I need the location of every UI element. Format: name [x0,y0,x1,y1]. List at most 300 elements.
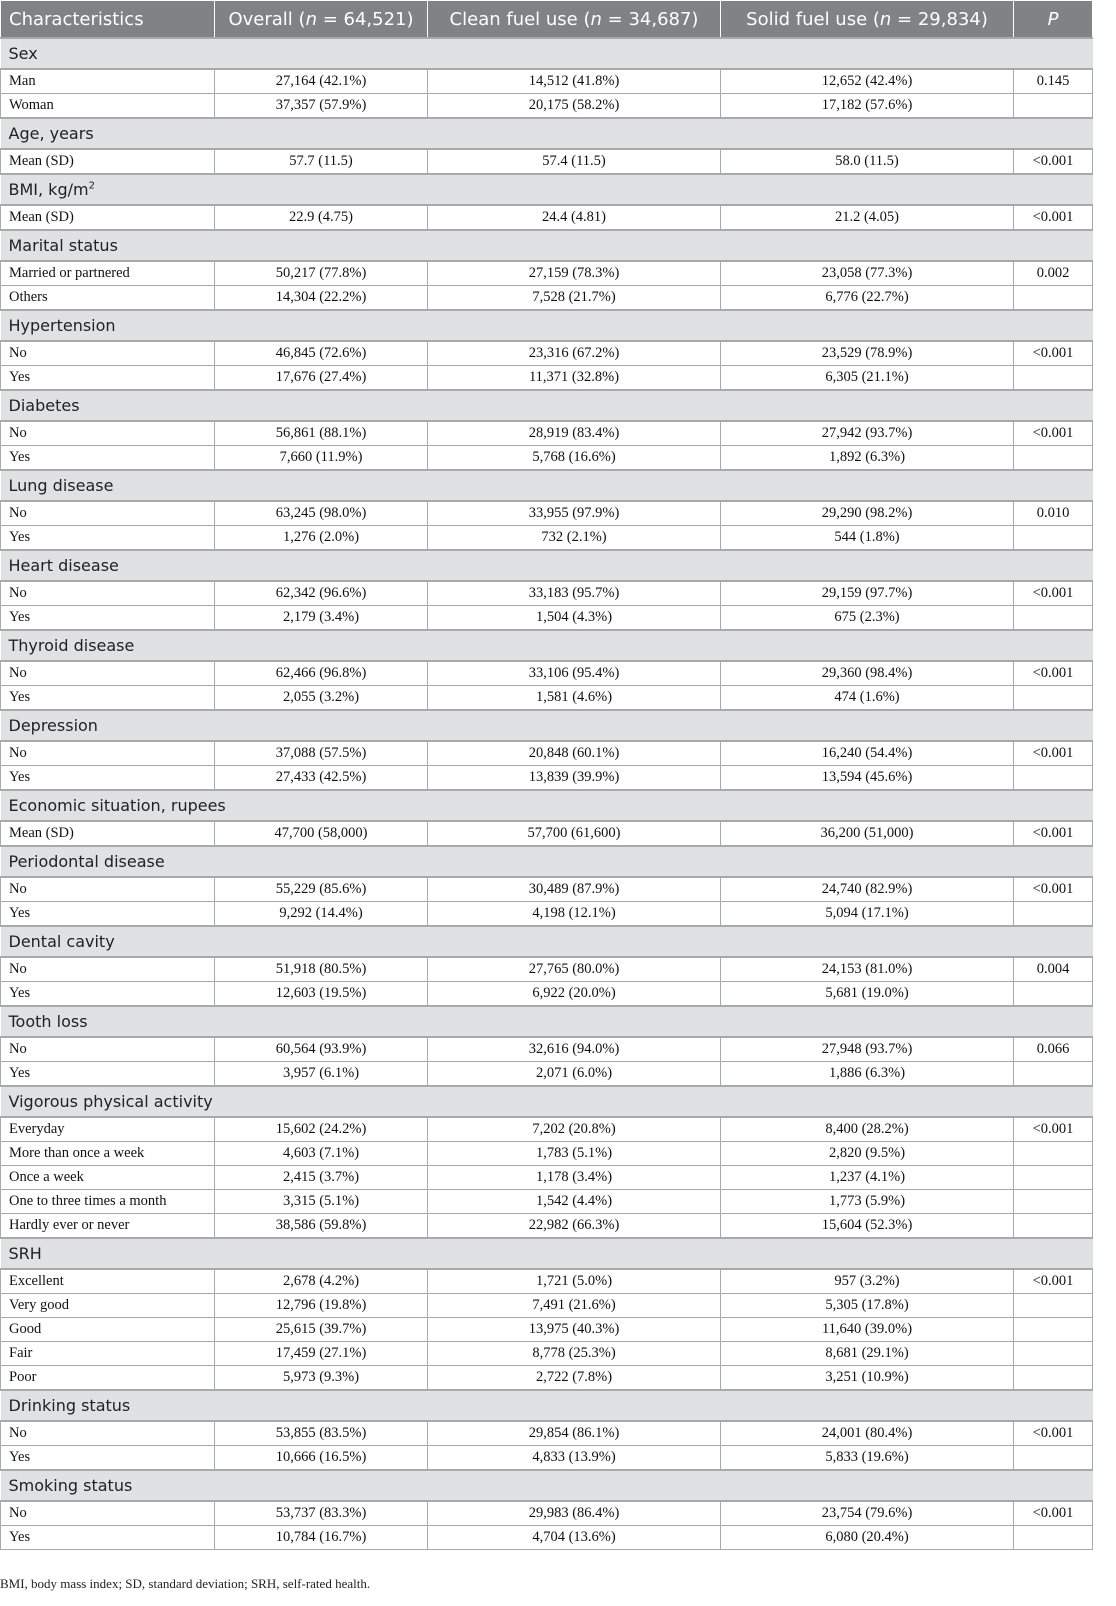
table-row [1,606,1093,631]
cell-p-value [1014,366,1093,391]
table-row [1,1366,1093,1391]
section-title [1,1470,1093,1501]
cell-overall: 57.7 (11.5) [215,149,428,174]
cell-clean-fuel: 6,922 (20.0%) [428,982,721,1007]
section-row [1,1390,1093,1421]
cell-solid-fuel: 5,681 (19.0%) [721,982,1014,1007]
row-label: Yes [1,766,215,791]
section-title-text: Diabetes [8,396,80,415]
cell-p-value: <0.001 [1014,1117,1093,1142]
cell-clean-fuel: 33,955 (97.9%) [428,501,721,526]
row-label: No [1,661,215,686]
cell-solid-fuel: 6,305 (21.1%) [721,366,1014,391]
cell-p-value [1014,286,1093,311]
section-title [1,390,1093,421]
cell-solid-fuel: 36,200 (51,000) [721,821,1014,846]
table-row [1,686,1093,711]
section-title [1,1390,1093,1421]
row-label: Once a week [1,1166,215,1190]
cell-solid-fuel: 24,153 (81.0%) [721,957,1014,982]
section-row [1,174,1093,205]
cell-p-value: <0.001 [1014,581,1093,606]
cell-overall: 17,676 (27.4%) [215,366,428,391]
table-row [1,341,1093,366]
cell-solid-fuel: 5,305 (17.8%) [721,1294,1014,1318]
cell-solid-fuel: 8,681 (29.1%) [721,1342,1014,1366]
cell-clean-fuel: 1,581 (4.6%) [428,686,721,711]
table-row [1,766,1093,791]
cell-clean-fuel: 33,183 (95.7%) [428,581,721,606]
header-solid-post: = 29,834) [891,8,988,30]
cell-solid-fuel: 23,529 (78.9%) [721,341,1014,366]
row-label: Yes [1,1446,215,1471]
cell-overall: 27,433 (42.5%) [215,766,428,791]
cell-clean-fuel: 57,700 (61,600) [428,821,721,846]
section-title [1,230,1093,261]
cell-overall: 62,466 (96.8%) [215,661,428,686]
cell-overall: 51,918 (80.5%) [215,957,428,982]
cell-clean-fuel: 7,491 (21.6%) [428,1294,721,1318]
row-label: Yes [1,902,215,927]
row-label: Yes [1,1526,215,1550]
section-title [1,1238,1093,1269]
row-label: Excellent [1,1269,215,1294]
header-clean-n: n [590,8,602,30]
cell-clean-fuel: 1,721 (5.0%) [428,1269,721,1294]
header-overall-post: = 64,521) [316,8,414,30]
section-title-text: BMI, kg/m [8,180,89,199]
table-row [1,261,1093,286]
row-label: Yes [1,366,215,391]
cell-p-value: <0.001 [1014,1501,1093,1526]
cell-overall: 47,700 (58,000) [215,821,428,846]
row-label: Good [1,1318,215,1342]
row-label: More than once a week [1,1142,215,1166]
cell-solid-fuel: 6,080 (20.4%) [721,1526,1014,1550]
cell-clean-fuel: 1,783 (5.1%) [428,1142,721,1166]
cell-p-value [1014,1062,1093,1087]
table-row [1,821,1093,846]
section-title [1,1006,1093,1037]
row-label: No [1,1037,215,1062]
section-title-text: Sex [8,44,38,63]
table-footnote: BMI, body mass index; SD, standard deviation; SRH, self-rated health. [0,1576,371,1591]
cell-overall: 2,179 (3.4%) [215,606,428,631]
cell-solid-fuel: 29,159 (97.7%) [721,581,1014,606]
section-title [1,38,1093,69]
cell-clean-fuel: 29,983 (86.4%) [428,1501,721,1526]
table-row [1,526,1093,551]
cell-p-value [1014,606,1093,631]
cell-solid-fuel: 1,886 (6.3%) [721,1062,1014,1087]
cell-clean-fuel: 4,198 (12.1%) [428,902,721,927]
cell-p-value [1014,1526,1093,1550]
section-title [1,846,1093,877]
cell-p-value [1014,1214,1093,1239]
cell-clean-fuel: 57.4 (11.5) [428,149,721,174]
cell-clean-fuel: 1,178 (3.4%) [428,1166,721,1190]
section-title [1,310,1093,341]
section-row [1,38,1093,69]
cell-clean-fuel: 22,982 (66.3%) [428,1214,721,1239]
header-overall [215,1,428,39]
cell-solid-fuel: 27,948 (93.7%) [721,1037,1014,1062]
cell-clean-fuel: 1,504 (4.3%) [428,606,721,631]
table-row [1,149,1093,174]
section-row [1,1238,1093,1269]
table-row [1,1269,1093,1294]
table-row [1,69,1093,94]
section-title [1,118,1093,149]
section-row [1,470,1093,501]
cell-overall: 62,342 (96.6%) [215,581,428,606]
cell-overall: 3,957 (6.1%) [215,1062,428,1087]
row-label: Mean (SD) [1,205,215,230]
header-characteristics: Characteristics [1,1,215,39]
row-label: Yes [1,526,215,551]
cell-clean-fuel: 8,778 (25.3%) [428,1342,721,1366]
cell-p-value [1014,1142,1093,1166]
table-row [1,877,1093,902]
cell-clean-fuel: 7,202 (20.8%) [428,1117,721,1142]
table-row [1,1142,1093,1166]
section-title-text: Vigorous physical activity [8,1092,213,1111]
cell-overall: 12,603 (19.5%) [215,982,428,1007]
section-row [1,790,1093,821]
header-solid-n: n [879,8,892,30]
table-row [1,286,1093,311]
cell-p-value [1014,1166,1093,1190]
cell-p-value [1014,1294,1093,1318]
cell-p-value: 0.002 [1014,261,1093,286]
cell-overall: 50,217 (77.8%) [215,261,428,286]
cell-solid-fuel: 24,001 (80.4%) [721,1421,1014,1446]
row-label: Yes [1,1062,215,1087]
section-row [1,630,1093,661]
section-title [1,710,1093,741]
cell-solid-fuel: 8,400 (28.2%) [721,1117,1014,1142]
header-solid-fuel [721,1,1014,39]
cell-overall: 2,055 (3.2%) [215,686,428,711]
cell-solid-fuel: 24,740 (82.9%) [721,877,1014,902]
section-title-text: SRH [8,1244,42,1263]
row-label: Mean (SD) [1,821,215,846]
cell-solid-fuel: 5,833 (19.6%) [721,1446,1014,1471]
cell-p-value: <0.001 [1014,661,1093,686]
section-row [1,710,1093,741]
cell-overall: 14,304 (22.2%) [215,286,428,311]
cell-overall: 5,973 (9.3%) [215,1366,428,1391]
row-label: Yes [1,982,215,1007]
section-title [1,470,1093,501]
cell-overall: 56,861 (88.1%) [215,421,428,446]
table-row [1,1062,1093,1087]
table-row [1,94,1093,119]
section-row [1,230,1093,261]
section-title-text: Economic situation, rupees [8,796,226,815]
cell-overall: 63,245 (98.0%) [215,501,428,526]
row-label: Very good [1,1294,215,1318]
cell-solid-fuel: 29,290 (98.2%) [721,501,1014,526]
cell-solid-fuel: 5,094 (17.1%) [721,902,1014,927]
cell-overall: 53,737 (83.3%) [215,1501,428,1526]
section-title-text: Drinking status [8,1396,131,1415]
table-row [1,1342,1093,1366]
section-row [1,550,1093,581]
row-label: No [1,877,215,902]
cell-solid-fuel: 23,754 (79.6%) [721,1501,1014,1526]
header-clean-pre: Clean fuel use ( [449,8,591,30]
cell-solid-fuel: 11,640 (39.0%) [721,1318,1014,1342]
table-row [1,1446,1093,1471]
section-row [1,390,1093,421]
cell-solid-fuel: 27,942 (93.7%) [721,421,1014,446]
cell-solid-fuel: 58.0 (11.5) [721,149,1014,174]
cell-solid-fuel: 957 (3.2%) [721,1269,1014,1294]
cell-overall: 27,164 (42.1%) [215,69,428,94]
cell-clean-fuel: 7,528 (21.7%) [428,286,721,311]
cell-clean-fuel: 4,833 (13.9%) [428,1446,721,1471]
cell-p-value [1014,1342,1093,1366]
row-label: No [1,421,215,446]
cell-solid-fuel: 3,251 (10.9%) [721,1366,1014,1391]
section-title-text: Tooth loss [8,1012,88,1031]
table-row [1,982,1093,1007]
cell-clean-fuel: 24.4 (4.81) [428,205,721,230]
cell-overall: 10,784 (16.7%) [215,1526,428,1550]
cell-overall: 25,615 (39.7%) [215,1318,428,1342]
section-title-text: Heart disease [8,556,119,575]
cell-overall: 38,586 (59.8%) [215,1214,428,1239]
cell-clean-fuel: 27,159 (78.3%) [428,261,721,286]
table-row [1,366,1093,391]
section-title-text: Periodontal disease [8,852,165,871]
row-label: No [1,957,215,982]
cell-clean-fuel: 20,848 (60.1%) [428,741,721,766]
cell-solid-fuel: 675 (2.3%) [721,606,1014,631]
cell-solid-fuel: 16,240 (54.4%) [721,741,1014,766]
cell-overall: 37,088 (57.5%) [215,741,428,766]
cell-overall: 9,292 (14.4%) [215,902,428,927]
row-label: No [1,741,215,766]
row-label: One to three times a month [1,1190,215,1214]
cell-p-value: 0.010 [1014,501,1093,526]
cell-clean-fuel: 5,768 (16.6%) [428,446,721,471]
section-title-text: Marital status [8,236,118,255]
section-title [1,1086,1093,1117]
header-overall-pre: Overall ( [228,8,306,30]
row-label: Yes [1,606,215,631]
cell-overall: 12,796 (19.8%) [215,1294,428,1318]
cell-p-value [1014,1190,1093,1214]
header-clean-fuel [428,1,721,39]
cell-solid-fuel: 6,776 (22.7%) [721,286,1014,311]
cell-overall: 17,459 (27.1%) [215,1342,428,1366]
table-row [1,1294,1093,1318]
cell-overall: 10,666 (16.5%) [215,1446,428,1471]
row-label: Poor [1,1366,215,1391]
cell-clean-fuel: 29,854 (86.1%) [428,1421,721,1446]
cell-overall: 1,276 (2.0%) [215,526,428,551]
cell-clean-fuel: 33,106 (95.4%) [428,661,721,686]
cell-solid-fuel: 12,652 (42.4%) [721,69,1014,94]
cell-clean-fuel: 13,839 (39.9%) [428,766,721,791]
cell-overall: 4,603 (7.1%) [215,1142,428,1166]
section-title [1,174,1093,205]
cell-clean-fuel: 14,512 (41.8%) [428,69,721,94]
cell-solid-fuel: 13,594 (45.6%) [721,766,1014,791]
cell-clean-fuel: 2,071 (6.0%) [428,1062,721,1087]
header-clean-post: = 34,687) [601,8,699,30]
cell-overall: 2,678 (4.2%) [215,1269,428,1294]
cell-solid-fuel: 15,604 (52.3%) [721,1214,1014,1239]
cell-clean-fuel: 2,722 (7.8%) [428,1366,721,1391]
cell-overall: 2,415 (3.7%) [215,1166,428,1190]
cell-p-value: <0.001 [1014,421,1093,446]
cell-solid-fuel: 1,237 (4.1%) [721,1166,1014,1190]
section-title-text: Age, years [8,124,94,143]
table-row [1,581,1093,606]
cell-solid-fuel: 29,360 (98.4%) [721,661,1014,686]
table-row [1,1526,1093,1550]
section-row [1,1006,1093,1037]
row-label: No [1,1501,215,1526]
cell-p-value: 0.004 [1014,957,1093,982]
cell-p-value [1014,526,1093,551]
table-row [1,1214,1093,1239]
cell-p-value [1014,982,1093,1007]
cell-clean-fuel: 32,616 (94.0%) [428,1037,721,1062]
table-header-row [1,1,1093,39]
cell-clean-fuel: 30,489 (87.9%) [428,877,721,902]
row-label: Fair [1,1342,215,1366]
cell-p-value: <0.001 [1014,1269,1093,1294]
cell-clean-fuel: 27,765 (80.0%) [428,957,721,982]
section-title-text: Lung disease [8,476,114,495]
table-row [1,957,1093,982]
section-title-text: Thyroid disease [8,636,135,655]
cell-solid-fuel: 474 (1.6%) [721,686,1014,711]
table-row [1,205,1093,230]
header-overall-n: n [305,8,317,30]
table-body [1,38,1093,1550]
cell-clean-fuel: 11,371 (32.8%) [428,366,721,391]
cell-p-value: <0.001 [1014,741,1093,766]
section-row [1,310,1093,341]
cell-clean-fuel: 4,704 (13.6%) [428,1526,721,1550]
section-title-superscript: 2 [88,180,95,192]
cell-p-value: <0.001 [1014,149,1093,174]
cell-p-value [1014,446,1093,471]
table-row [1,661,1093,686]
table-row [1,1501,1093,1526]
row-label: Married or partnered [1,261,215,286]
section-title-text: Hypertension [8,316,116,335]
cell-p-value: <0.001 [1014,821,1093,846]
cell-p-value [1014,902,1093,927]
header-p-label: P [1047,8,1059,30]
cell-p-value [1014,94,1093,119]
row-label: Hardly ever or never [1,1214,215,1239]
table-row [1,741,1093,766]
cell-solid-fuel: 1,892 (6.3%) [721,446,1014,471]
cell-overall: 37,357 (57.9%) [215,94,428,119]
cell-p-value [1014,766,1093,791]
table-row [1,1166,1093,1190]
cell-solid-fuel: 544 (1.8%) [721,526,1014,551]
section-row [1,118,1093,149]
table-row [1,1421,1093,1446]
cell-solid-fuel: 23,058 (77.3%) [721,261,1014,286]
section-row [1,846,1093,877]
row-label: Everyday [1,1117,215,1142]
table-row [1,1318,1093,1342]
table-row [1,1117,1093,1142]
cell-overall: 53,855 (83.5%) [215,1421,428,1446]
cell-p-value [1014,1366,1093,1391]
cell-solid-fuel: 17,182 (57.6%) [721,94,1014,119]
cell-clean-fuel: 23,316 (67.2%) [428,341,721,366]
cell-solid-fuel: 21.2 (4.05) [721,205,1014,230]
cell-overall: 55,229 (85.6%) [215,877,428,902]
cell-overall: 22.9 (4.75) [215,205,428,230]
row-label: No [1,501,215,526]
row-label: Woman [1,94,215,119]
cell-p-value [1014,686,1093,711]
section-title-text: Dental cavity [8,932,115,951]
section-title [1,630,1093,661]
row-label: Mean (SD) [1,149,215,174]
cell-p-value: <0.001 [1014,1421,1093,1446]
cell-solid-fuel: 2,820 (9.5%) [721,1142,1014,1166]
section-title [1,550,1093,581]
table-row [1,1037,1093,1062]
section-row [1,1086,1093,1117]
cell-overall: 3,315 (5.1%) [215,1190,428,1214]
cell-solid-fuel: 1,773 (5.9%) [721,1190,1014,1214]
section-title-text: Depression [8,716,98,735]
row-label: Others [1,286,215,311]
header-p-value [1014,1,1093,39]
cell-overall: 60,564 (93.9%) [215,1037,428,1062]
cell-overall: 7,660 (11.9%) [215,446,428,471]
table-row [1,902,1093,927]
cell-p-value: <0.001 [1014,341,1093,366]
table-row [1,1190,1093,1214]
cell-clean-fuel: 1,542 (4.4%) [428,1190,721,1214]
cell-p-value: 0.145 [1014,69,1093,94]
table-row [1,501,1093,526]
section-row [1,1470,1093,1501]
row-label: No [1,581,215,606]
section-title [1,926,1093,957]
cell-clean-fuel: 20,175 (58.2%) [428,94,721,119]
cell-clean-fuel: 13,975 (40.3%) [428,1318,721,1342]
cell-p-value: 0.066 [1014,1037,1093,1062]
cell-p-value [1014,1446,1093,1471]
cell-overall: 15,602 (24.2%) [215,1117,428,1142]
section-title [1,790,1093,821]
row-label: Man [1,69,215,94]
table-row [1,421,1093,446]
table-row [1,446,1093,471]
cell-clean-fuel: 732 (2.1%) [428,526,721,551]
cell-p-value: <0.001 [1014,877,1093,902]
section-title-text: Smoking status [8,1476,133,1495]
row-label: Yes [1,686,215,711]
row-label: No [1,341,215,366]
cell-p-value [1014,1318,1093,1342]
